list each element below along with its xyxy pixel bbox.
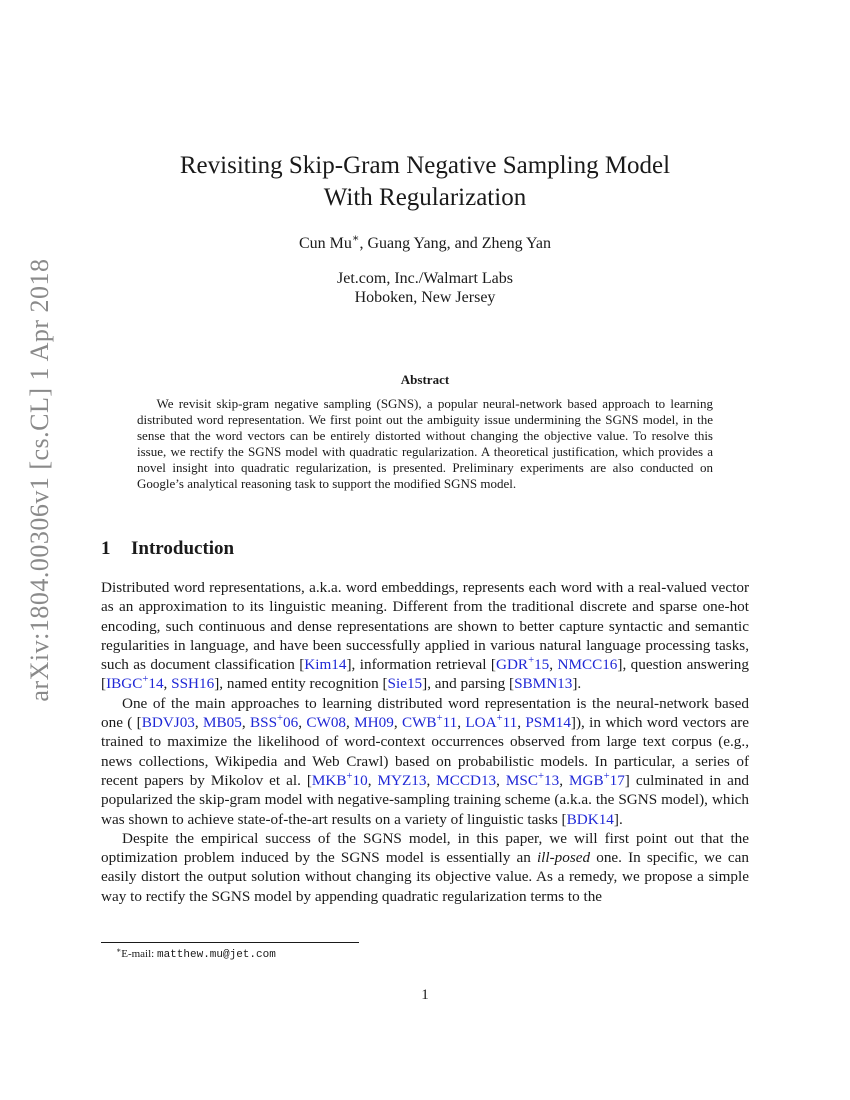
citation-link[interactable]: MB05 — [203, 714, 242, 732]
citation-link[interactable]: SSH16 — [171, 675, 215, 693]
citation-link[interactable]: Sie15 — [387, 675, 423, 693]
author-rest: , Guang Yang, and Zheng Yan — [359, 235, 552, 252]
section-title: Introduction — [131, 538, 235, 559]
footnote-label: E-mail: — [121, 948, 157, 960]
author-first: Cun Mu — [298, 235, 352, 252]
abstract-body — [137, 396, 713, 492]
citation-link[interactable]: MGB+17 — [568, 770, 625, 789]
author-list — [100, 232, 750, 253]
affiliation-line-1: Jet.com, Inc./Walmart Labs — [337, 270, 513, 287]
citation-link[interactable]: CW08 — [306, 714, 347, 732]
citation-link[interactable]: MCCD13 — [436, 771, 497, 789]
citation-link[interactable]: MKB+10 — [311, 770, 368, 789]
citation-link[interactable]: LOA+11 — [465, 713, 518, 732]
abstract-heading: Abstract — [400, 372, 450, 387]
emphasis-ill-posed: ill-posed — [536, 849, 591, 867]
citation-link[interactable]: BSS+06 — [250, 713, 299, 732]
intro-paragraph-2: One of the main approaches to learning distributed word representation is the neural-network based one ( [BDVJ03, MB05, BSS+06, CW08, MH09, CWB+11, LOA+11, PSM14]), in which word vectors are trained to maximize the likelihood of word-context occurrences observed from large text corpus (e.g., news collections, Wikipedia and Web Crawl) based on probabilistic models. In particular, a series of recent papers by Mikolov et al. [MKB+10, MYZ13, MCCD13, MSC+13, MGB+17] culminated in and popularized the skip-gram model with negative-sampling training scheme (a.k.a. the SGNS model), which was shown to achieve state-of-the-art results on a variety of linguistic tasks [BDK14]. — [101, 694, 750, 828]
arxiv-identifier: arXiv:1804.00306v1 [cs.CL] 1 Apr 2018 — [25, 258, 54, 702]
footnote — [116, 945, 276, 961]
citation-link[interactable]: BDK14 — [566, 810, 614, 828]
citation-link[interactable]: IBGC+14 — [106, 674, 164, 693]
footnote-mark: ∗ — [116, 945, 122, 955]
abstract-text: We revisit skip-gram negative sampling (SGNS), a popular neural-network based approach to learning distributed word representation. We first point out the ambiguity issue undermining the SGNS model, in the sense that the word vectors can be entirely distorted without changing the objective value. To resolve this issue, we rectify the SGNS model with quadratic regularization. A theoretical justification, which provides a novel insight into quadratic regularization, is presented. Preliminary experiments are also conducted on Google’s analytical reasoning task to support the modified SGNS model. — [137, 396, 713, 491]
introduction-body — [101, 578, 749, 906]
citation-link[interactable]: BDVJ03 — [141, 714, 195, 732]
footnote-rule — [101, 942, 359, 943]
title-line-1: Revisiting Skip-Gram Negative Sampling Model — [179, 152, 671, 179]
arxiv-stamp — [20, 258, 60, 702]
citation-link[interactable]: CWB+11 — [401, 713, 458, 732]
citation-link[interactable]: MH09 — [354, 714, 394, 732]
paper-title — [100, 150, 750, 214]
citation-link[interactable]: NMCC16 — [557, 656, 618, 674]
intro-paragraph-1: Distributed word representations, a.k.a. word embeddings, represents each word with a real-valued vector as an approximation to its linguistic meaning. Different from the traditional discrete and sparse one-hot encoding, such continuous and dense representations are shown to better capture syntactic and semantic regularities in language, and have been successfully applied in various natural language processing tasks, such as document classification [Kim14], information retrieval [GDR+15, NMCC16], question answering [IBGC+14, SSH16], named entity recognition [Sie15], and parsing [SBMN13]. — [101, 579, 749, 693]
intro-paragraph-3: Despite the empirical success of the SGNS model, in this paper, we will first point out that the optimization problem induced by the SGNS model is essentially an ill-posed one. In specific, we can easily distort the output solution without changing its objective value. As a remedy, we propose a simple way to rectify the SGNS model by appending quadratic regularization terms to the — [101, 829, 749, 905]
footnote-email: matthew.mu@jet.com — [156, 949, 276, 961]
affiliation — [100, 269, 750, 307]
page-number: 1 — [421, 987, 429, 1003]
citation-link[interactable]: PSM14 — [525, 714, 571, 732]
citation-link[interactable]: MSC+13 — [505, 770, 560, 789]
citation-link[interactable]: SBMN13 — [514, 675, 573, 693]
citation-link[interactable]: MYZ13 — [377, 771, 427, 789]
section-number: 1 — [101, 538, 111, 559]
citation-link[interactable]: Kim14 — [304, 656, 347, 674]
affiliation-line-2: Hoboken, New Jersey — [354, 289, 496, 306]
citation-link[interactable]: GDR+15 — [495, 655, 550, 674]
title-line-2: With Regularization — [323, 184, 527, 211]
section-heading — [101, 538, 234, 560]
author-footnote-mark: ∗ — [351, 232, 360, 245]
